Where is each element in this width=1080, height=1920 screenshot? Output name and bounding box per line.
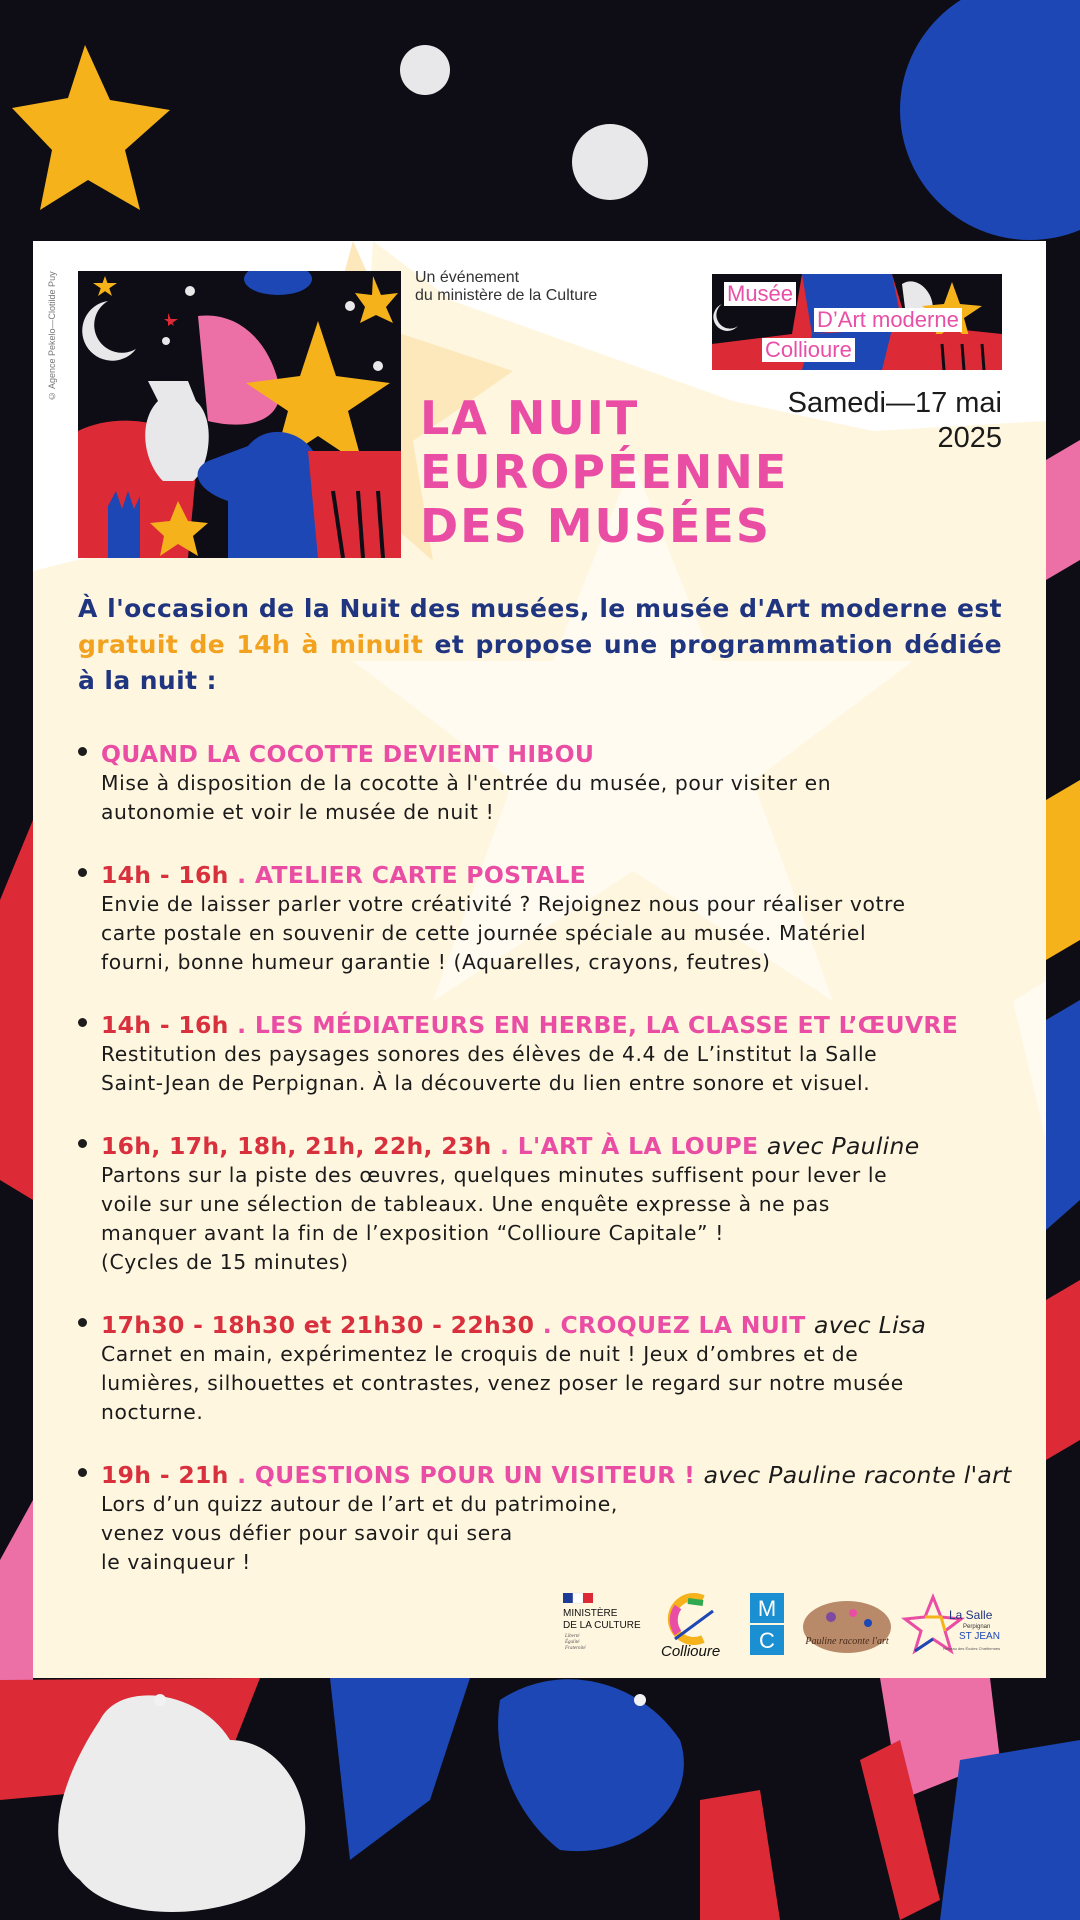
intro-part1: À l'occasion de la Nuit des musées, le musée d'Art moderne est (78, 594, 1002, 623)
program-list (78, 739, 1018, 1577)
program-heading (101, 1460, 1018, 1490)
program-description (101, 1340, 1018, 1427)
program-item (78, 1131, 1018, 1277)
logo-label-musee: Musée (724, 282, 796, 306)
description-line: Restitution des paysages sonores des élèves de 4.4 de L’institut la Salle (101, 1042, 878, 1066)
program-time: 14h - 16h (101, 1011, 229, 1039)
poster-card (33, 241, 1046, 1678)
mc-letter: M (757, 1596, 777, 1621)
pauline-raconte-logo (803, 1601, 891, 1653)
photo-credit: © Agence Pekelo—Clotilde Puy (47, 271, 57, 401)
title-line: DES MUSÉES (420, 499, 771, 553)
lasalle-line: Réseau des Écoles Chrétiennes (943, 1646, 1001, 1651)
partner-logos (563, 1589, 1043, 1669)
event-date (788, 386, 1002, 456)
bullet-icon (78, 1139, 87, 1148)
program-description (101, 1490, 1018, 1577)
intro-part2: et propose une programmation dédiée à la nuit : (78, 630, 1003, 695)
program-name: . CROQUEZ LA NUIT (542, 1311, 806, 1339)
date-year: 2025 (937, 422, 1002, 454)
tagline-line: du ministère de la Culture (415, 287, 598, 304)
ministry-tagline (415, 269, 597, 305)
logo-label-art-moderne: D’Art moderne (814, 308, 962, 332)
description-line: Partons sur la piste des œuvres, quelques minutes suffisent pour lever le (101, 1163, 888, 1187)
ministere-culture-logo (563, 1593, 641, 1651)
program-description (101, 1161, 1018, 1277)
program-heading (101, 1310, 1018, 1340)
program-item (78, 1010, 1018, 1098)
program-host: avec Pauline (766, 1132, 920, 1160)
intro-highlight: gratuit de 14h à minuit (78, 630, 424, 659)
description-line: carte postale en souvenir de cette journée spéciale au musée. Matériel (101, 921, 867, 945)
program-name: . ATELIER CARTE POSTALE (237, 861, 586, 889)
program-name: . LES MÉDIATEURS EN HERBE, LA CLASSE ET L’ŒUVRE (237, 1011, 959, 1039)
mc-letter: C (759, 1628, 775, 1653)
description-line: le vainqueur ! (101, 1550, 251, 1574)
bullet-icon (78, 1468, 87, 1477)
program-description (101, 769, 1018, 827)
page-title (420, 391, 788, 553)
lasalle-line: Perpignan (963, 1624, 991, 1630)
lasalle-logo (905, 1597, 1000, 1651)
description-line: Envie de laisser parler votre créativité ? Rejoignez nous pour réaliser votre (101, 892, 906, 916)
bullet-icon (78, 747, 87, 756)
lasalle-line: ST JEAN (959, 1631, 1000, 1642)
program-host: avec Lisa (814, 1311, 927, 1339)
title-line: LA NUIT (420, 391, 640, 445)
museum-logo (712, 274, 1002, 370)
description-line: voile sur une sélection de tableaux. Une enquête expresse à ne pas (101, 1192, 830, 1216)
description-line: autonomie et voir le musée de nuit ! (101, 800, 495, 824)
description-line: fourni, bonne humeur garantie ! (Aquarelles, crayons, feutres) (101, 950, 771, 974)
description-line: lumières, silhouettes et contrastes, venez poser le regard sur notre musée (101, 1371, 904, 1395)
ministere-motto: Liberté (565, 1634, 580, 1639)
program-item (78, 860, 1018, 977)
ministere-line: MINISTÈRE (563, 1608, 618, 1619)
program-host: avec Pauline raconte l'art (703, 1461, 1012, 1489)
ministere-motto: Égalité (565, 1640, 580, 1645)
bullet-icon (78, 868, 87, 877)
program-time: 17h30 - 18h30 et 21h30 - 22h30 (101, 1311, 535, 1339)
description-line: Carnet en main, expérimentez le croquis de nuit ! Jeux d’ombres et de (101, 1342, 859, 1366)
tagline-line: Un événement (415, 269, 520, 286)
bullet-icon (78, 1318, 87, 1327)
program-time: 14h - 16h (101, 861, 229, 889)
program-item (78, 739, 1018, 827)
program-heading (101, 860, 1018, 890)
description-line: manquer avant la fin de l’exposition “Collioure Capitale” ! (101, 1221, 724, 1245)
description-line: venez vous défier pour savoir qui sera (101, 1521, 513, 1545)
pauline-label: Pauline raconte l'art (805, 1636, 889, 1647)
title-line: EUROPÉENNE (420, 445, 789, 499)
program-item (78, 1310, 1018, 1427)
program-time: 19h - 21h (101, 1461, 229, 1489)
program-name: . QUESTIONS POUR UN VISITEUR ! (237, 1461, 696, 1489)
collioure-label: Collioure (661, 1643, 721, 1660)
logo-label-collioure: Collioure (762, 338, 855, 362)
intro-text (78, 591, 1002, 699)
lasalle-line: La Salle (949, 1608, 993, 1622)
description-line: Saint-Jean de Perpignan. À la découverte du lien entre sonore et visuel. (101, 1071, 871, 1095)
program-time: 16h, 17h, 18h, 21h, 22h, 23h (101, 1132, 492, 1160)
description-line: Mise à disposition de la cocotte à l'entrée du musée, pour visiter en (101, 771, 832, 795)
program-name: QUAND LA COCOTTE DEVIENT HIBOU (101, 740, 595, 768)
collioure-logo (661, 1597, 720, 1660)
description-line: nocturne. (101, 1400, 204, 1424)
bullet-icon (78, 1018, 87, 1027)
program-heading (101, 1010, 1018, 1040)
program-description (101, 1040, 1018, 1098)
program-item (78, 1460, 1018, 1577)
program-heading (101, 739, 1018, 769)
program-description (101, 890, 1018, 977)
ministere-line: DE LA CULTURE (563, 1620, 641, 1631)
ministere-motto: Fraternité (565, 1646, 586, 1651)
event-artwork (78, 271, 401, 558)
date-day: Samedi—17 mai (787, 387, 1002, 419)
program-name: . L'ART À LA LOUPE (500, 1132, 759, 1160)
description-line: (Cycles de 15 minutes) (101, 1250, 349, 1274)
description-line: Lors d’un quizz autour de l’art et du patrimoine, (101, 1492, 618, 1516)
program-heading (101, 1131, 1018, 1161)
mc-logo (750, 1593, 784, 1655)
